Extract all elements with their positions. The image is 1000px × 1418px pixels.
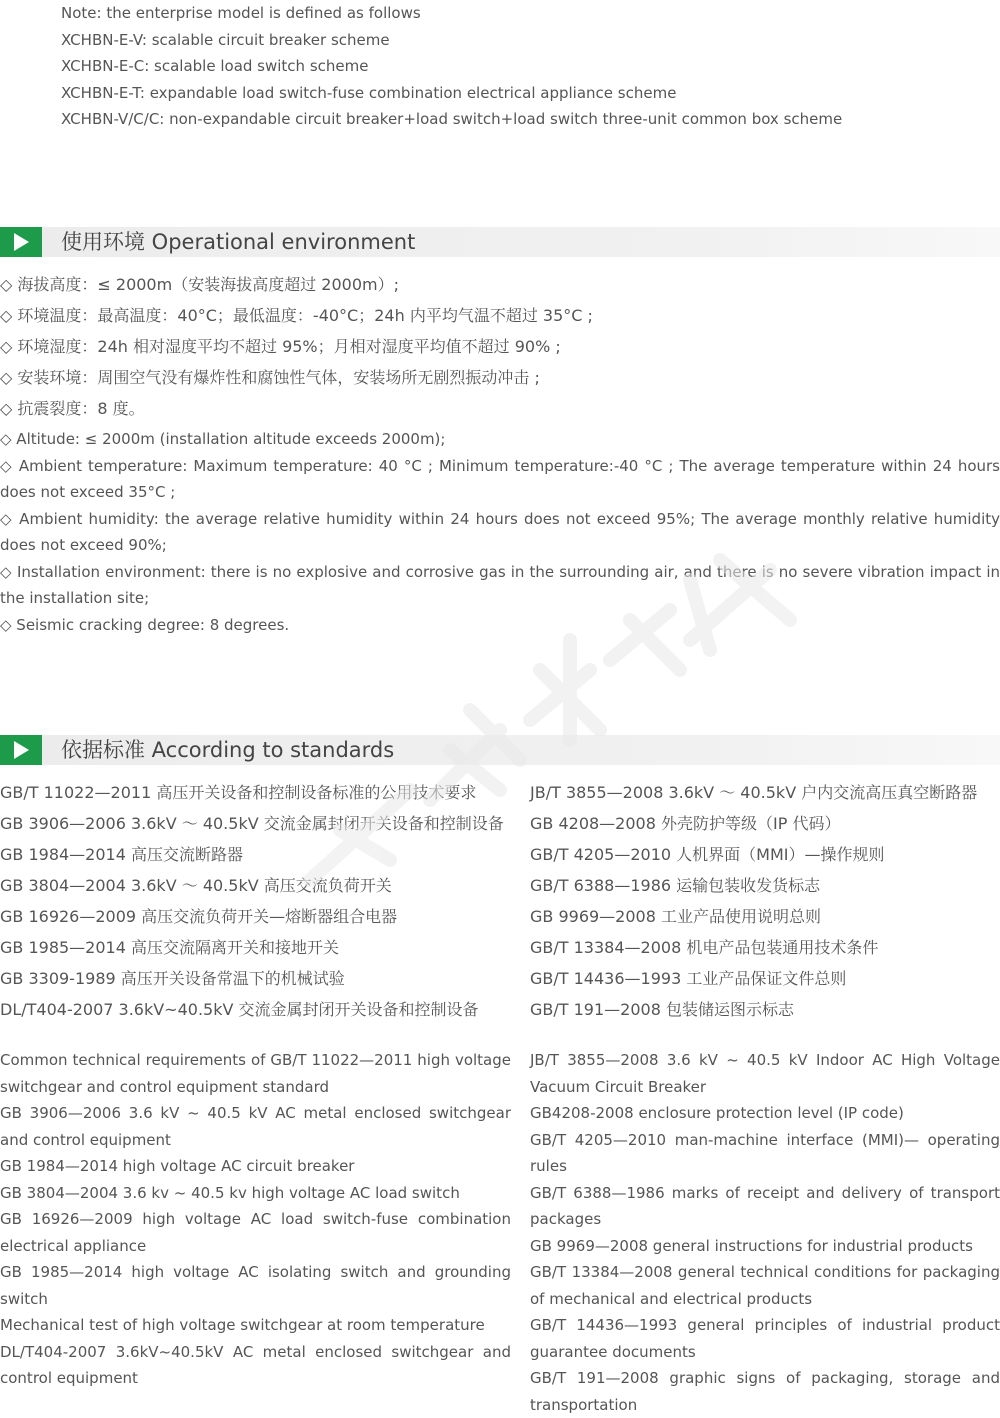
standard-item: GB 1985—2014 高压交流隔离开关和接地开关 — [0, 938, 339, 957]
standard-item-en: Mechanical test of high voltage switchgear at room temperature — [0, 1316, 485, 1334]
env-item-en: ◇ Altitude: ≤ 2000m (installation altitude exceeds 2000m); — [0, 430, 446, 448]
standard-item: DL/T404-2007 3.6kV~40.5kV 交流金属封闭开关设备和控制设备 — [0, 1000, 479, 1019]
standard-item-en: GB 1985—2014 high voltage AC isolating switch and grounding switch — [0, 1263, 511, 1308]
standard-item: GB/T 4205—2010 人机界面（MMI）—操作规则 — [530, 845, 885, 864]
env-item-en: ◇ Ambient temperature: Maximum temperature: 40 °C ; Minimum temperature:-40 °C ; The average temperature within 24 hours does not exceed 35°C ; — [0, 456, 1000, 501]
standard-item: GB 3906—2006 3.6kV ～ 40.5kV 交流金属封闭开关设备和控制设备 — [0, 814, 504, 833]
play-triangle-icon — [0, 735, 42, 765]
standard-item-en: GB 1984—2014 high voltage AC circuit breaker — [0, 1157, 355, 1175]
standard-item-en: GB 16926—2009 high voltage AC load switch-fuse combination electrical appliance — [0, 1210, 511, 1255]
standard-item: GB 1984—2014 高压交流断路器 — [0, 845, 243, 864]
standard-item: GB/T 13384—2008 机电产品包装通用技术条件 — [530, 938, 879, 957]
standard-item-en: GB 3804—2004 3.6 kv ~ 40.5 kv high voltage AC load switch — [0, 1183, 460, 1202]
standard-item: JB/T 3855—2008 3.6kV ～ 40.5kV 户内交流高压真空断路器 — [530, 783, 978, 802]
section-title: 使用环境 Operational environment — [61, 230, 416, 254]
env-item-cn: ◇ 海拔高度：≤ 2000m（安装海拔高度超过 2000m）; — [0, 275, 399, 294]
env-item-en: ◇ Seismic cracking degree: 8 degrees. — [0, 615, 290, 634]
standard-item: GB 16926—2009 高压交流负荷开关—熔断器组合电器 — [0, 907, 398, 926]
standards-cn-right — [530, 777, 1000, 1025]
standard-item-en: GB/T 191—2008 graphic signs of packaging, storage and transportation — [530, 1369, 1000, 1414]
standard-item: GB 3804—2004 3.6kV ～ 40.5kV 高压交流负荷开关 — [0, 876, 392, 895]
standard-item: GB/T 11022—2011 高压开关设备和控制设备标准的公用技术要求 — [0, 783, 477, 802]
env-item-cn: ◇ 环境温度：最高温度：40°C；最低温度：-40°C；24h 内平均气温不超过 35°C ; — [0, 306, 593, 325]
standards-en-right — [530, 1047, 1000, 1418]
standard-item: GB 9969—2008 工业产品使用说明总则 — [530, 907, 821, 926]
standards-en-left — [0, 1047, 511, 1392]
env-item-cn: ◇ 抗震裂度：8 度。 — [0, 399, 145, 418]
standard-item-en: GB/T 6388—1986 marks of receipt and delivery of transport packages — [530, 1183, 1000, 1228]
standard-item-en: DL/T404-2007 3.6kV~40.5kV AC metal enclosed switchgear and control equipment — [0, 1342, 511, 1387]
standard-item-en: GB/T 14436—1993 general principles of industrial product guarantee documents — [530, 1316, 1000, 1361]
env-item-en: ◇ Installation environment: there is no explosive and corrosive gas in the surrounding air, and there is no severe vibration impact in the installation site; — [0, 562, 1000, 607]
standard-item-en: GB 3906—2006 3.6 kV ~ 40.5 kV AC metal enclosed switchgear and control equipment — [0, 1104, 511, 1149]
standards-cn-left — [0, 777, 525, 1025]
standard-item: GB 4208—2008 外壳防护等级（IP 代码） — [530, 814, 841, 833]
env-item-cn: ◇ 环境湿度：24h 相对湿度平均不超过 95%；月相对湿度平均值不超过 90% ; — [0, 337, 561, 356]
section-header-standards — [0, 735, 1000, 765]
standard-item: GB/T 191—2008 包装储运图示标志 — [530, 1000, 794, 1019]
environment-list — [0, 269, 1000, 638]
standard-item: GB/T 14436—1993 工业产品保证文件总则 — [530, 969, 847, 988]
section-header-environment — [0, 227, 1000, 257]
note-line: Note: the enterprise model is defined as follows — [61, 4, 421, 22]
standard-item: GB/T 6388—1986 运输包装收发货标志 — [530, 876, 821, 895]
standard-item-en: GB/T 4205—2010 man-machine interface (MMI)— operating rules — [530, 1130, 1000, 1175]
model-notes — [61, 0, 991, 133]
play-triangle-icon — [0, 227, 42, 257]
standard-item-en: GB/T 13384—2008 general technical conditions for packaging of mechanical and electrical products — [530, 1263, 1000, 1308]
standard-item-en: JB/T 3855—2008 3.6 kV ~ 40.5 kV Indoor AC High Voltage Vacuum Circuit Breaker — [530, 1051, 1000, 1096]
note-line: XCHBN-V/C/C: non-expandable circuit breaker+load switch+load switch three-unit common box scheme — [61, 110, 843, 128]
env-item-en: ◇ Ambient humidity: the average relative humidity within 24 hours does not exceed 95%; The average monthly relative humidity does not exceed 90%; — [0, 509, 1000, 554]
standard-item-en: GB4208-2008 enclosure protection level (IP code) — [530, 1104, 904, 1122]
standard-item-en: Common technical requirements of GB/T 11022—2011 high voltage switchgear and control equipment standard — [0, 1051, 511, 1096]
note-line: XCHBN-E-V: scalable circuit breaker scheme — [61, 30, 390, 49]
standard-item-en: GB 9969—2008 general instructions for industrial products — [530, 1236, 973, 1255]
env-item-cn: ◇ 安装环境：周围空气没有爆炸性和腐蚀性气体，安装场所无剧烈振动冲击 ; — [0, 368, 540, 387]
note-line: XCHBN-E-C: scalable load switch scheme — [61, 57, 369, 75]
standard-item: GB 3309-1989 高压开关设备常温下的机械试验 — [0, 969, 345, 988]
section-title: 依据标准 According to standards — [61, 738, 395, 762]
note-line: XCHBN-E-T: expandable load switch-fuse combination electrical appliance scheme — [61, 83, 677, 102]
